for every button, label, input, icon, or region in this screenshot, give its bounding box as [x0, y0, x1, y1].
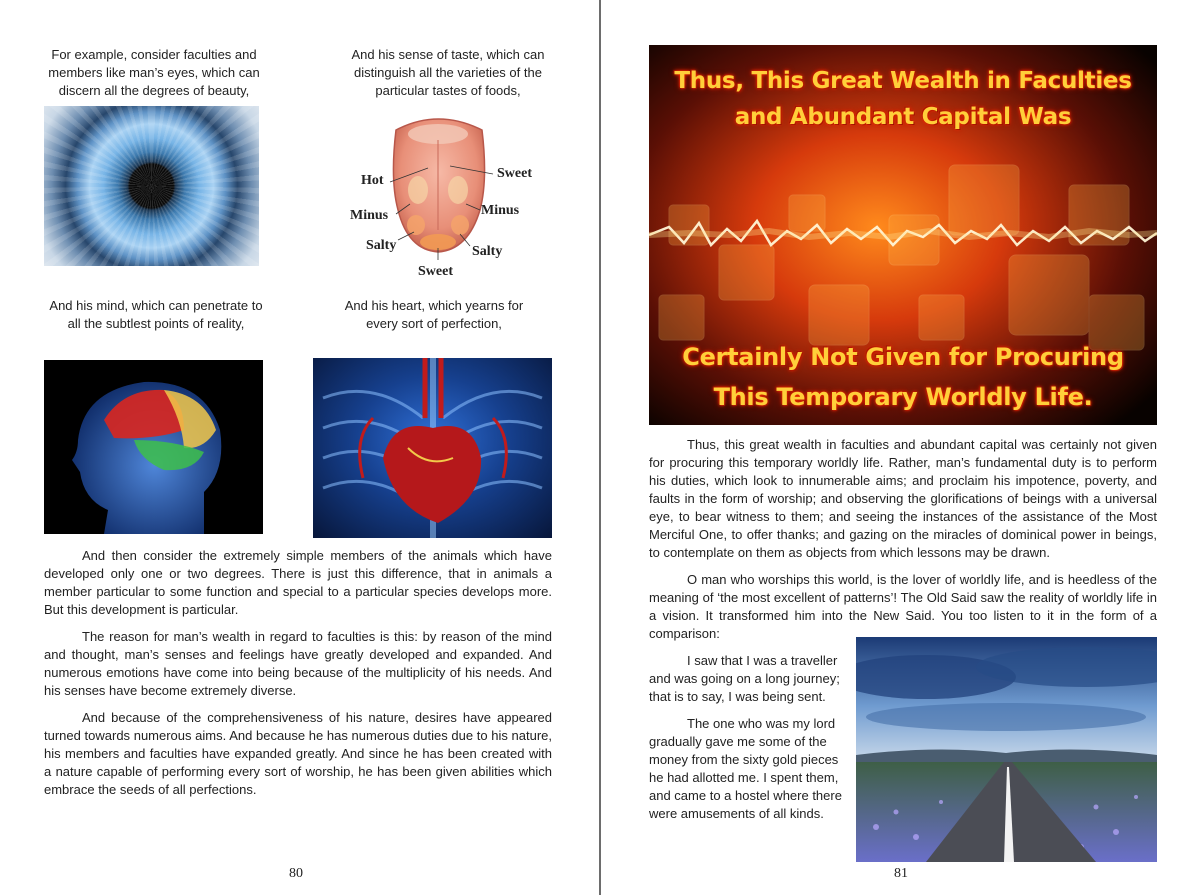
- heart-caption-line: And his heart, which yearns for: [344, 298, 524, 313]
- mind-caption: [44, 297, 268, 333]
- banner-title-line: Certainly Not Given for Procuring: [682, 343, 1124, 371]
- heart-illustration: [313, 358, 552, 538]
- taste-caption-line: distinguish all the varieties of the: [354, 65, 542, 80]
- taste-caption: [338, 46, 558, 100]
- taste-caption-line: And his sense of taste, which can: [351, 47, 545, 62]
- right-page: [602, 0, 1200, 895]
- book-spine: [599, 0, 601, 895]
- tongue-diagram: [338, 110, 548, 286]
- paragraph: Thus, this great wealth in faculties and abundant capital was certainly not given for procuring this temporary worldly life. Rather, man’s fundamental duty is to perform his duties, which look to innumerable aims; and proclaim his impotence, poverty, and faults in the form of worship; and observing the glorifications of beings with a universal eye, to bear witness to them; and seeing the instances of the assistance of the Most Merciful One, to offer thanks; and gazing on the miracles of dominical power in beings, to contemplate on them as objects from which lessons may be drawn.: [649, 437, 1157, 560]
- left-body-text: [44, 547, 552, 808]
- paragraph: The reason for man’s wealth in regard to faculties is this: by reason of the mind and thought, man’s senses and feelings have greatly developed and expanded. And numerous emotions have come into being because of the multiplicity of his needs. And his senses have become extremely diverse.: [44, 629, 552, 698]
- paragraph: The one who was my lord gradually gave me some of the money from the sixty gold pieces he had allotted me. I spent them, and came to a hostel where there were amusements of all kinds.: [649, 716, 842, 821]
- banner-title-top: [649, 63, 1157, 135]
- tongue-label-salty-left: Salty: [366, 238, 397, 253]
- page-number: 80: [289, 866, 303, 881]
- page-number: 81: [894, 866, 908, 881]
- eyes-caption-line: For example, consider faculties and: [51, 47, 257, 62]
- banner-title-line: Thus, This Great Wealth in Faculties: [674, 68, 1132, 94]
- eyes-caption-line: members like man’s eyes, which can: [48, 65, 260, 80]
- banner-title-line: This Temporary Worldly Life.: [713, 383, 1093, 411]
- tongue-label-sweet-top: Sweet: [497, 166, 532, 181]
- tongue-label-minus-left: Minus: [350, 208, 389, 223]
- eyes-caption: [44, 46, 264, 100]
- tongue-label-salty-right: Salty: [472, 244, 503, 259]
- road-landscape-image: [856, 637, 1157, 862]
- road-illustration: [856, 637, 1157, 862]
- eyes-caption-line: discern all the degrees of beauty,: [58, 83, 250, 98]
- right-body-text: [649, 436, 1157, 652]
- mind-caption-line: And his mind, which can penetrate to: [49, 298, 263, 313]
- taste-caption-line: particular tastes of foods,: [375, 83, 521, 98]
- heart-caption-line: every sort of perfection,: [366, 316, 502, 331]
- brain-illustration: [44, 360, 263, 534]
- paragraph: O man who worships this world, is the lover of worldly life, and is heedless of the meaning of ‘the most excellent of patterns’! The Old Said saw the reality of worldly life in a vision. It transformed him into the New Said. You too listen to it in the form of a comparison:: [649, 572, 1157, 641]
- tongue-label-hot: Hot: [361, 173, 384, 188]
- tongue-label-minus-right: Minus: [481, 203, 520, 218]
- heart-image: [313, 358, 552, 538]
- heart-caption: [324, 297, 544, 333]
- side-body-text: [649, 652, 847, 832]
- tongue-illustration: [338, 110, 548, 286]
- mind-caption-line: all the subtlest points of reality,: [67, 316, 245, 331]
- paragraph: I saw that I was a traveller and was going on a long journey; that is to say, I was being sent.: [649, 653, 840, 704]
- banner-title-line: and Abundant Capital Was: [734, 104, 1072, 130]
- paragraph: And because of the comprehensiveness of his nature, desires have appeared turned towards numerous aims. And because he has numerous duties due to his nature, his members and faculties have expanded greatly. And since he has been created with a nature capable of performing every sort of worship, he has been given abilities which embrace the seeds of all perfections.: [44, 710, 552, 797]
- eye-image: [44, 106, 259, 266]
- banner-image: [649, 45, 1157, 425]
- banner-title-bottom: [649, 337, 1157, 417]
- brain-image: [44, 360, 263, 534]
- tongue-label-sweet-bottom: Sweet: [418, 264, 453, 279]
- paragraph: And then consider the extremely simple members of the animals which have developed only one or two degrees. There is just this difference, that in animals a member particular to some function and special to a particular species develops more. But this development is particular.: [44, 548, 552, 617]
